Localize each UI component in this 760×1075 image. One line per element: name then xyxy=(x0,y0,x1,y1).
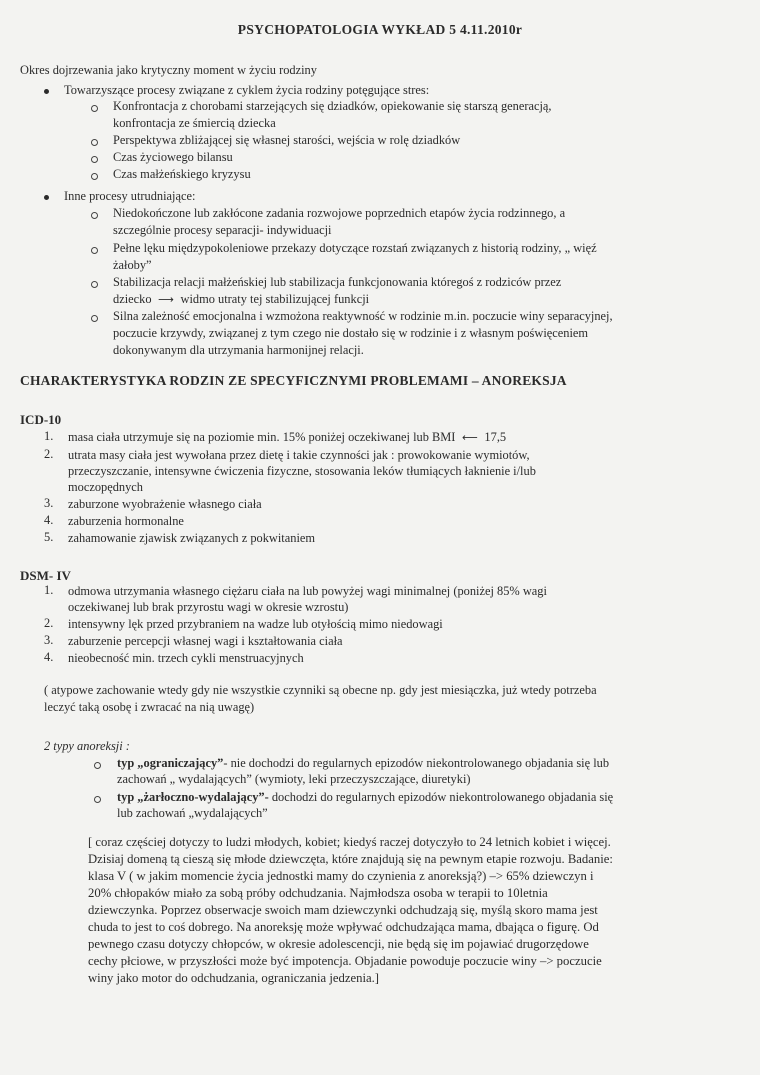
circle-bullet-icon xyxy=(91,281,98,288)
type-2-desc: dochodzi do regularnych epizodów niekontrolowanego objadania się xyxy=(268,790,614,804)
sub2-item-4-line-2: poczucie krzywdy, związanej z tym czego nie dostało się w rodzinie i z własnym poświęceniem xyxy=(113,326,589,340)
icd-item-3-number: 3. xyxy=(44,496,54,510)
icd-item-2-line-2: przeczyszczanie, intensywne ćwiczenia fizyczne, stosowania leków tłumiących łaknienie i/lub xyxy=(68,464,536,478)
bullet-icon xyxy=(44,195,49,200)
circle-bullet-icon xyxy=(91,212,98,219)
bracket-line-3: klasa V ( w jakim momencie życia jednostki mamy do czynienia z anoreksją?) –> 65% dziewczyn i xyxy=(88,869,594,883)
circle-bullet-icon xyxy=(91,173,98,180)
sub1-item-3: Czas życiowego bilansu xyxy=(113,150,233,164)
circle-bullet-icon xyxy=(91,139,98,146)
atypical-line-1: ( atypowe zachowanie wtedy gdy nie wszystkie czynniki są obecne np. gdy jest miesiączka, już wtedy potrzeba xyxy=(44,683,597,697)
bracket-line-9: winy jako motor do odchudzania, ograniczania jedzenia.] xyxy=(88,971,379,985)
dsm-item-1-number: 1. xyxy=(44,583,54,597)
section-heading-anorexia: CHARAKTERYSTYKA RODZIN ZE SPECYFICZNYMI PROBLEMAMI – ANOREKSJA xyxy=(20,373,567,388)
page-title: PSYCHOPATOLOGIA WYKŁAD 5 4.11.2010r xyxy=(237,22,523,37)
sub2-item-1-line-1: Niedokończone lub zakłócone zadania rozwojowe poprzednich etapów życia rodzinnego, a xyxy=(113,206,566,220)
left-arrow-icon: ⟵ xyxy=(458,431,482,444)
dsm-item-3-number: 3. xyxy=(44,633,54,647)
atypical-line-2: leczyć taką osobę i zwracać na nią uwagę) xyxy=(44,700,255,714)
dsm-item-1-line-2: oczekiwanej lub brak przyrostu wagi w okresie wzrostu) xyxy=(68,600,349,614)
icd-item-1-text: masa ciała utrzymuje się na poziomie min. 15% poniżej oczekiwanej lub BMI xyxy=(68,430,456,444)
bullet-icon xyxy=(44,89,49,94)
icd-item-4: zaburzenia hormonalne xyxy=(68,514,184,528)
intro-bullet-1: Towarzyszące procesy związane z cyklem życia rodziny potęgujące stres: xyxy=(64,83,430,97)
sub2-item-3-dziecko: dziecko xyxy=(113,292,152,306)
type-1-line-2: zachowań „ wydalających” (wymioty, leki przeczyszczające, diuretyki) xyxy=(117,772,471,786)
bracket-line-1: [ coraz częściej dotyczy to ludzi młodych, kobiet; kiedyś raczej dotyczyło to 24 letnich kobiet i więcej. xyxy=(88,835,611,849)
types-heading: 2 typy anoreksji : xyxy=(44,739,130,753)
icd-item-5: zahamowanie zjawisk związanych z pokwitaniem xyxy=(68,531,316,545)
bracket-line-2: Dzisiaj domeną tą cieszą się młode dziewczęta, które znajdują się na pewnym etapie rozwoju. Badanie: xyxy=(88,852,613,866)
dsm-item-4: nieobecność min. trzech cykli menstruacyjnych xyxy=(68,651,304,665)
dsm-item-1-line-1: odmowa utrzymania własnego ciężaru ciała na lub powyżej wagi minimalnej (poniżej 85% wagi xyxy=(68,584,547,598)
intro-heading: Okres dojrzewania jako krytyczny moment w życiu rodziny xyxy=(20,63,317,77)
circle-bullet-icon xyxy=(91,156,98,163)
sub1-item-2: Perspektywa zbliżającej się własnej starości, wejścia w rolę dziadków xyxy=(113,133,461,147)
circle-bullet-icon xyxy=(91,247,98,254)
type-2-line-1 xyxy=(117,789,613,806)
dsm-item-2-number: 2. xyxy=(44,616,54,630)
sub2-item-3-line-2 xyxy=(113,291,369,309)
circle-bullet-icon xyxy=(91,105,98,112)
icd-item-4-number: 4. xyxy=(44,513,54,527)
sub2-item-1-line-2: szczególnie procesy separacji- indywiduacji xyxy=(113,223,332,237)
sub2-item-4-line-3: dokonywanym dla utrzymania harmonijnej relacji. xyxy=(113,343,364,357)
icd-item-2-number: 2. xyxy=(44,447,54,461)
icd-item-5-number: 5. xyxy=(44,530,54,544)
type-2-name: typ „żarłoczno-wydalający”- xyxy=(117,790,269,804)
intro-bullet-2: Inne procesy utrudniające: xyxy=(64,189,196,203)
type-1-name: typ „ograniczający” xyxy=(117,756,224,770)
sub2-item-4-line-1: Silna zależność emocjonalna i wzmożona reaktywność w rodzinie m.in. poczucie winy separacyjnej, xyxy=(113,309,613,323)
long-arrow-icon: ⟶ xyxy=(154,293,178,306)
icd-item-2-line-3: moczopędnych xyxy=(68,480,144,494)
dsm-item-4-number: 4. xyxy=(44,650,54,664)
sub1-item-1-line-2: konfrontacja ze śmiercią dziecka xyxy=(113,116,276,130)
icd-item-2-line-1: utrata masy ciała jest wywołana przez dietę i takie czynności jak : prowokowanie wymiotów, xyxy=(68,448,530,462)
dsm-label: DSM- IV xyxy=(20,568,71,583)
bracket-line-5: dziewczynka. Poprzez obserwacje swoich mam dziewczynki odchudzają się, myślą skoro mama jest xyxy=(88,903,598,917)
icd-item-3: zaburzone wyobrażenie własnego ciała xyxy=(68,497,262,511)
type-1-line-1 xyxy=(117,755,609,772)
sub2-item-3-arrow-text: widmo utraty tej stabilizującej funkcji xyxy=(180,292,370,306)
sub2-item-3-line-1: Stabilizacja relacji małżeńskiej lub stabilizacja funkcjonowania któregoś z rodziców przez xyxy=(113,275,562,289)
icd-item-1-number: 1. xyxy=(44,429,54,443)
sub2-item-2-line-2: żałoby” xyxy=(113,258,152,272)
bracket-line-6: chuda to jest to coś dobrego. Na anoreksję może wpływać odchudzająca mama, dbająca o figurę. Od xyxy=(88,920,599,934)
circle-bullet-icon xyxy=(94,762,101,769)
sub2-item-2-line-1: Pełne lęku międzypokoleniowe przekazy dotyczące rozstań związanych z historią rodziny, „ więź xyxy=(113,241,597,255)
dsm-item-2: intensywny lęk przed przybraniem na wadze lub otyłością mimo niedowagi xyxy=(68,617,443,631)
type-2-line-2: lub zachowań „wydalających” xyxy=(117,806,268,820)
circle-bullet-icon xyxy=(91,315,98,322)
bracket-line-4: 20% chłopaków miało za sobą próby odchudzania. Najmłodsza osoba w terapii to 10letnia xyxy=(88,886,548,900)
dsm-item-3: zaburzenie percepcji własnej wagi i kształtowania ciała xyxy=(68,634,343,648)
bracket-line-7: pewnego czasu dotyczy chłopców, w okresie adolescencji, nie będą się im pojawiać drugorzędowe xyxy=(88,937,589,951)
sub1-item-4: Czas małżeńskiego kryzysu xyxy=(113,167,251,181)
type-1-desc: - nie dochodzi do regularnych epizodów niekontrolowanego objadania się lub xyxy=(223,756,610,770)
circle-bullet-icon xyxy=(94,796,101,803)
icd-label: ICD-10 xyxy=(20,412,62,427)
sub1-item-1-line-1: Konfrontacja z chorobami starzejących się dziadków, opiekowanie się starszą generacją, xyxy=(113,99,552,113)
bracket-line-8: cechy płciowe, w przyszłości może być impotencja. Objadanie powoduje poczucie winy –> poczucie xyxy=(88,954,602,968)
icd-item-1 xyxy=(68,429,506,447)
icd-item-1-tail: 17,5 xyxy=(484,430,507,444)
